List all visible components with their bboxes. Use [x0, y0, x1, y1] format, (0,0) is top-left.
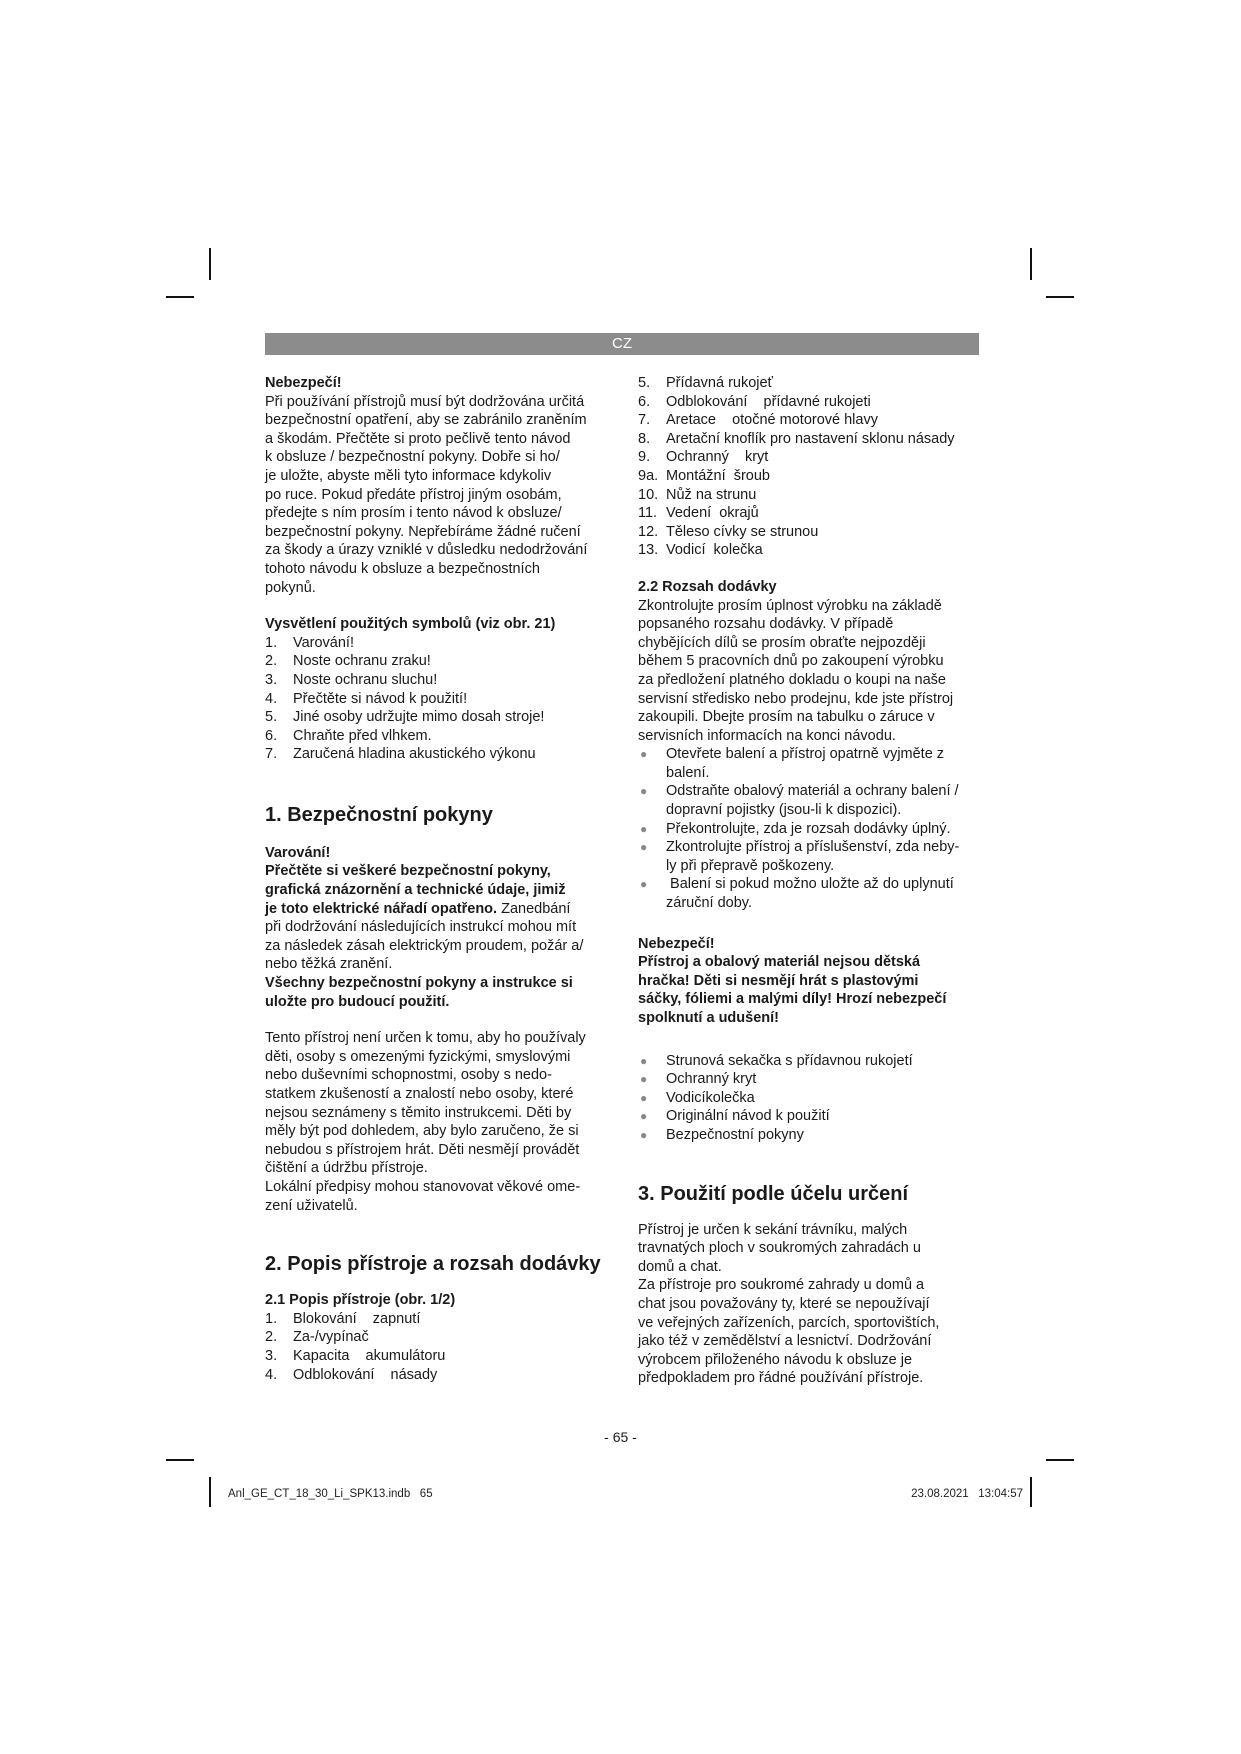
text-line: hračka! Děti si nesmějí hrát s plastovými [638, 972, 919, 989]
danger-paragraph [265, 393, 615, 598]
list-item: 3. Kapacita akumulátoru [265, 1347, 446, 1364]
list-item: ● Vodicíkolečka [640, 1089, 755, 1106]
list-item: ● Originální návod k použití [640, 1108, 830, 1125]
symbols-heading: Vysvětlení použitých symbolů (viz obr. 21) [265, 616, 556, 633]
list-item: 13. Vodicí kolečka [638, 542, 763, 559]
list-item: 1. Blokování zapnutí [265, 1310, 421, 1327]
list-item: ● Bezpečnostní pokyny [640, 1126, 804, 1143]
crop-mark [1046, 296, 1074, 298]
list-item: ● Zkontrolujte přístroj a příslušenství, zda neby- ly při přepravě poškozeny. [640, 839, 960, 874]
list-item: ● Překontrolujte, zda je rozsah dodávky úplný. [640, 820, 951, 837]
list-item: 6. Chraňte před vlhkem. [265, 727, 432, 744]
text-line: nebo těžká zranění. [265, 956, 393, 973]
text-line: tohoto návodu k obsluze a bezpečnostních [265, 560, 540, 577]
text-line: za předložení platného dokladu o koupi na naše [638, 671, 946, 688]
text-line: Přečtěte si veškeré bezpečnostní pokyny, [265, 863, 551, 880]
section-1-heading: 1. Bezpečnostní pokyny [265, 803, 493, 826]
text-line: výrobcem přiloženého návodu k obsluze je [638, 1351, 913, 1368]
unpacking-steps-list [638, 745, 983, 912]
delivery-items-list [638, 1052, 983, 1145]
text-line: po ruce. Pokud předáte přístroj jiným osobám, [265, 486, 562, 503]
bullet-icon: ● [640, 821, 648, 836]
child-danger-paragraph [638, 953, 983, 1027]
text-line: a škodám. Přečtěte si proto pečlivě tento návod [265, 430, 571, 447]
list-item: 6. Odblokování přídavné rukojeti [638, 393, 871, 410]
list-item: 7. Zaručená hladina akustického výkonu [265, 746, 536, 763]
left-column [265, 374, 615, 1384]
danger-heading: Nebezpečí! [265, 375, 342, 391]
crop-mark [1046, 1459, 1074, 1461]
text-line: grafická znázornění a technické údaje, jimiž [265, 882, 566, 899]
bullet-icon: ● [640, 1109, 648, 1124]
text-line: chat jsou považovány ty, které se nepoužívají [638, 1295, 930, 1312]
text-line: servisních informacích na konci návodu. [638, 727, 896, 744]
scope-paragraph [638, 597, 983, 746]
text-line: nejsou seznámeny s těmito instrukcemi. Děti by [265, 1104, 572, 1121]
text-line: za následek zásah elektrickým proudem, požár a/ [265, 937, 584, 954]
list-item: 4. Odblokování násady [265, 1366, 438, 1383]
list-item: 2. Noste ochranu zraku! [265, 653, 431, 670]
bullet-icon: ● [640, 747, 648, 762]
text-line: Zkontrolujte prosím úplnost výrobku na základě [638, 597, 942, 614]
text-line: pokynů. [265, 579, 316, 596]
symbols-list [265, 634, 615, 764]
text-line: čištění a údržbu přístroje. [265, 1160, 428, 1177]
crop-mark [209, 1477, 211, 1507]
list-item: 1. Varování! [265, 634, 354, 651]
text-line: předpokladem pro řádné používání přístroje. [638, 1370, 924, 1387]
text-line: chybějících dílů se prosím obraťte nejpozději [638, 634, 926, 651]
crop-mark [166, 296, 194, 298]
text-line: za škody a úrazy vzniklé v důsledku nedodržování [265, 542, 588, 559]
crop-mark [166, 1459, 194, 1461]
list-item: 11. Vedení okrajů [638, 505, 759, 522]
text-line: statkem zkušeností a znalostí nebo osoby, které [265, 1086, 574, 1102]
text-line: děti, osoby s omezenými fyzickými, smyslovými [265, 1048, 571, 1065]
list-item: ● Balení si pokud možno uložte až do uplynutí záruční doby. [640, 876, 954, 912]
list-item: 5. Přídavná rukojeť [638, 375, 773, 391]
device-use-paragraph [265, 1029, 615, 1215]
text-line: měly být pod dohledem, aby bylo zaručeno, že si [265, 1123, 579, 1140]
text-line: předejte s ním prosím i tento návod k obsluze/ [265, 505, 562, 522]
text-line: Přístroj a obalový materiál nejsou dětská [638, 954, 921, 971]
text-line: servisní středisko nebo prodejnu, kde jste přístroj [638, 690, 954, 707]
text-line: Lokální předpisy mohou stanovovat věkové ome- [265, 1178, 581, 1195]
text-line: zení uživatelů. [265, 1197, 358, 1214]
list-item: 2. Za-/vypínač [265, 1329, 369, 1346]
text-line: Všechny bezpečnostní pokyny a instrukce si [265, 975, 573, 992]
list-item: 7. Aretace otočné motorové hlavy [638, 412, 878, 429]
warning-heading: Varování! [265, 844, 331, 861]
text-line: travnatých ploch v soukromých zahradách u [638, 1240, 921, 1257]
section-3-heading: 3. Použití podle účelu určení [638, 1182, 909, 1205]
bullet-icon: ● [640, 1053, 648, 1068]
list-item: 9. Ochranný kryt [638, 449, 769, 466]
bullet-icon: ● [640, 877, 648, 892]
text-line: sáčky, fóliemi a malými díly! Hrozí nebezpečí [638, 991, 947, 1008]
intended-use-paragraph [638, 1221, 983, 1388]
list-item: 3. Noste ochranu sluchu! [265, 671, 438, 688]
text-line: je uložte, abyste měli tyto informace kdykoliv [265, 467, 552, 484]
text-line: Tento přístroj není určen k tomu, aby ho používaly [265, 1030, 586, 1047]
list-item: 8. Aretační knoflík pro nastavení sklonu násady [638, 430, 955, 447]
text-line: při dodržování následujících instrukcí mohou mít [265, 919, 577, 936]
language-header-bar: CZ [265, 333, 979, 355]
list-item: 12. Těleso cívky se strunou [638, 523, 819, 540]
footer-timestamp: 23.08.2021 13:04:57 [911, 1488, 1023, 1500]
list-item: 10. Nůž na strunu [638, 486, 757, 503]
text-line: Při používání přístrojů musí být dodržována určitá [265, 393, 585, 410]
bullet-icon: ● [640, 1127, 648, 1142]
text-line: ve veřejných zařízeních, parcích, sportovištích, [638, 1314, 940, 1331]
danger-heading-right: Nebezpečí! [638, 935, 715, 952]
text-line: k obsluze / bezpečnostní pokyny. Dobře si ho/ [265, 449, 560, 466]
text-line: během 5 pracovních dnů po zakoupení výrobku [638, 653, 944, 670]
list-item: ● Strunová sekačka s přídavnou rukojetí [640, 1052, 913, 1069]
parts-list [265, 1310, 615, 1384]
text-line: jako též v zemědělství a lesnictví. Dodržování [638, 1333, 932, 1350]
text-line: domů a chat. [638, 1258, 722, 1275]
footer-filename: Anl_GE_CT_18_30_Li_SPK13.indb 65 [228, 1488, 433, 1500]
text-line: nebo duševními schopnostmi, osoby s nedo- [265, 1067, 552, 1084]
text-line: bezpečnostní pokyny. Nepřebíráme žádné ručení [265, 523, 581, 540]
list-item: ● Ochranný kryt [640, 1071, 757, 1088]
parts-list-continued [638, 374, 983, 560]
bullet-icon: ● [640, 1090, 648, 1105]
text-line: bezpečnostní opatření, aby se zabránilo zraněním [265, 412, 587, 429]
warning-paragraph [265, 862, 615, 1011]
list-item: ● Odstraňte obalový materiál a ochrany balení / dopravní pojistky (jsou-li k dispozici). [640, 783, 959, 819]
list-item: 9a. Montážní šroub [638, 467, 770, 484]
crop-mark [1030, 1477, 1032, 1507]
text-line: uložte pro budoucí použití. [265, 993, 450, 1010]
bullet-icon: ● [640, 784, 648, 799]
text-line: nebudou s přístrojem hrát. Děti nesmějí provádět [265, 1141, 580, 1158]
subsection-2-2-heading: 2.2 Rozsah dodávky [638, 578, 777, 595]
text-line: spolknutí a udušení! [638, 1010, 779, 1026]
crop-mark [1030, 248, 1032, 280]
section-2-heading: 2. Popis přístroje a rozsah dodávky [265, 1253, 601, 1276]
text-line: Přístroj je určen k sekání trávníku, malých [638, 1221, 908, 1238]
list-item: 5. Jiné osoby udržujte mimo dosah stroje! [265, 709, 545, 726]
list-item: 4. Přečtěte si návod k použití! [265, 690, 468, 707]
text-line: Za přístroje pro soukromé zahrady u domů a [638, 1277, 925, 1294]
bullet-icon: ● [640, 840, 648, 855]
text-line: zakoupili. Dbejte prosím na tabulku o záruce v [638, 709, 935, 726]
text-line: popsaného rozsahu dodávky. V případě [638, 616, 894, 633]
right-column [638, 374, 983, 1388]
page-number: - 65 - [604, 1429, 637, 1445]
subsection-2-1-heading: 2.1 Popis přístroje (obr. 1/2) [265, 1292, 456, 1309]
crop-mark [209, 248, 211, 280]
list-item: ● Otevřete balení a přístroj opatrně vyjměte z balení. [640, 746, 945, 781]
text-line: je toto elektrické nářadí opatřeno. Zanedbání [265, 900, 571, 917]
bullet-icon: ● [640, 1072, 648, 1087]
